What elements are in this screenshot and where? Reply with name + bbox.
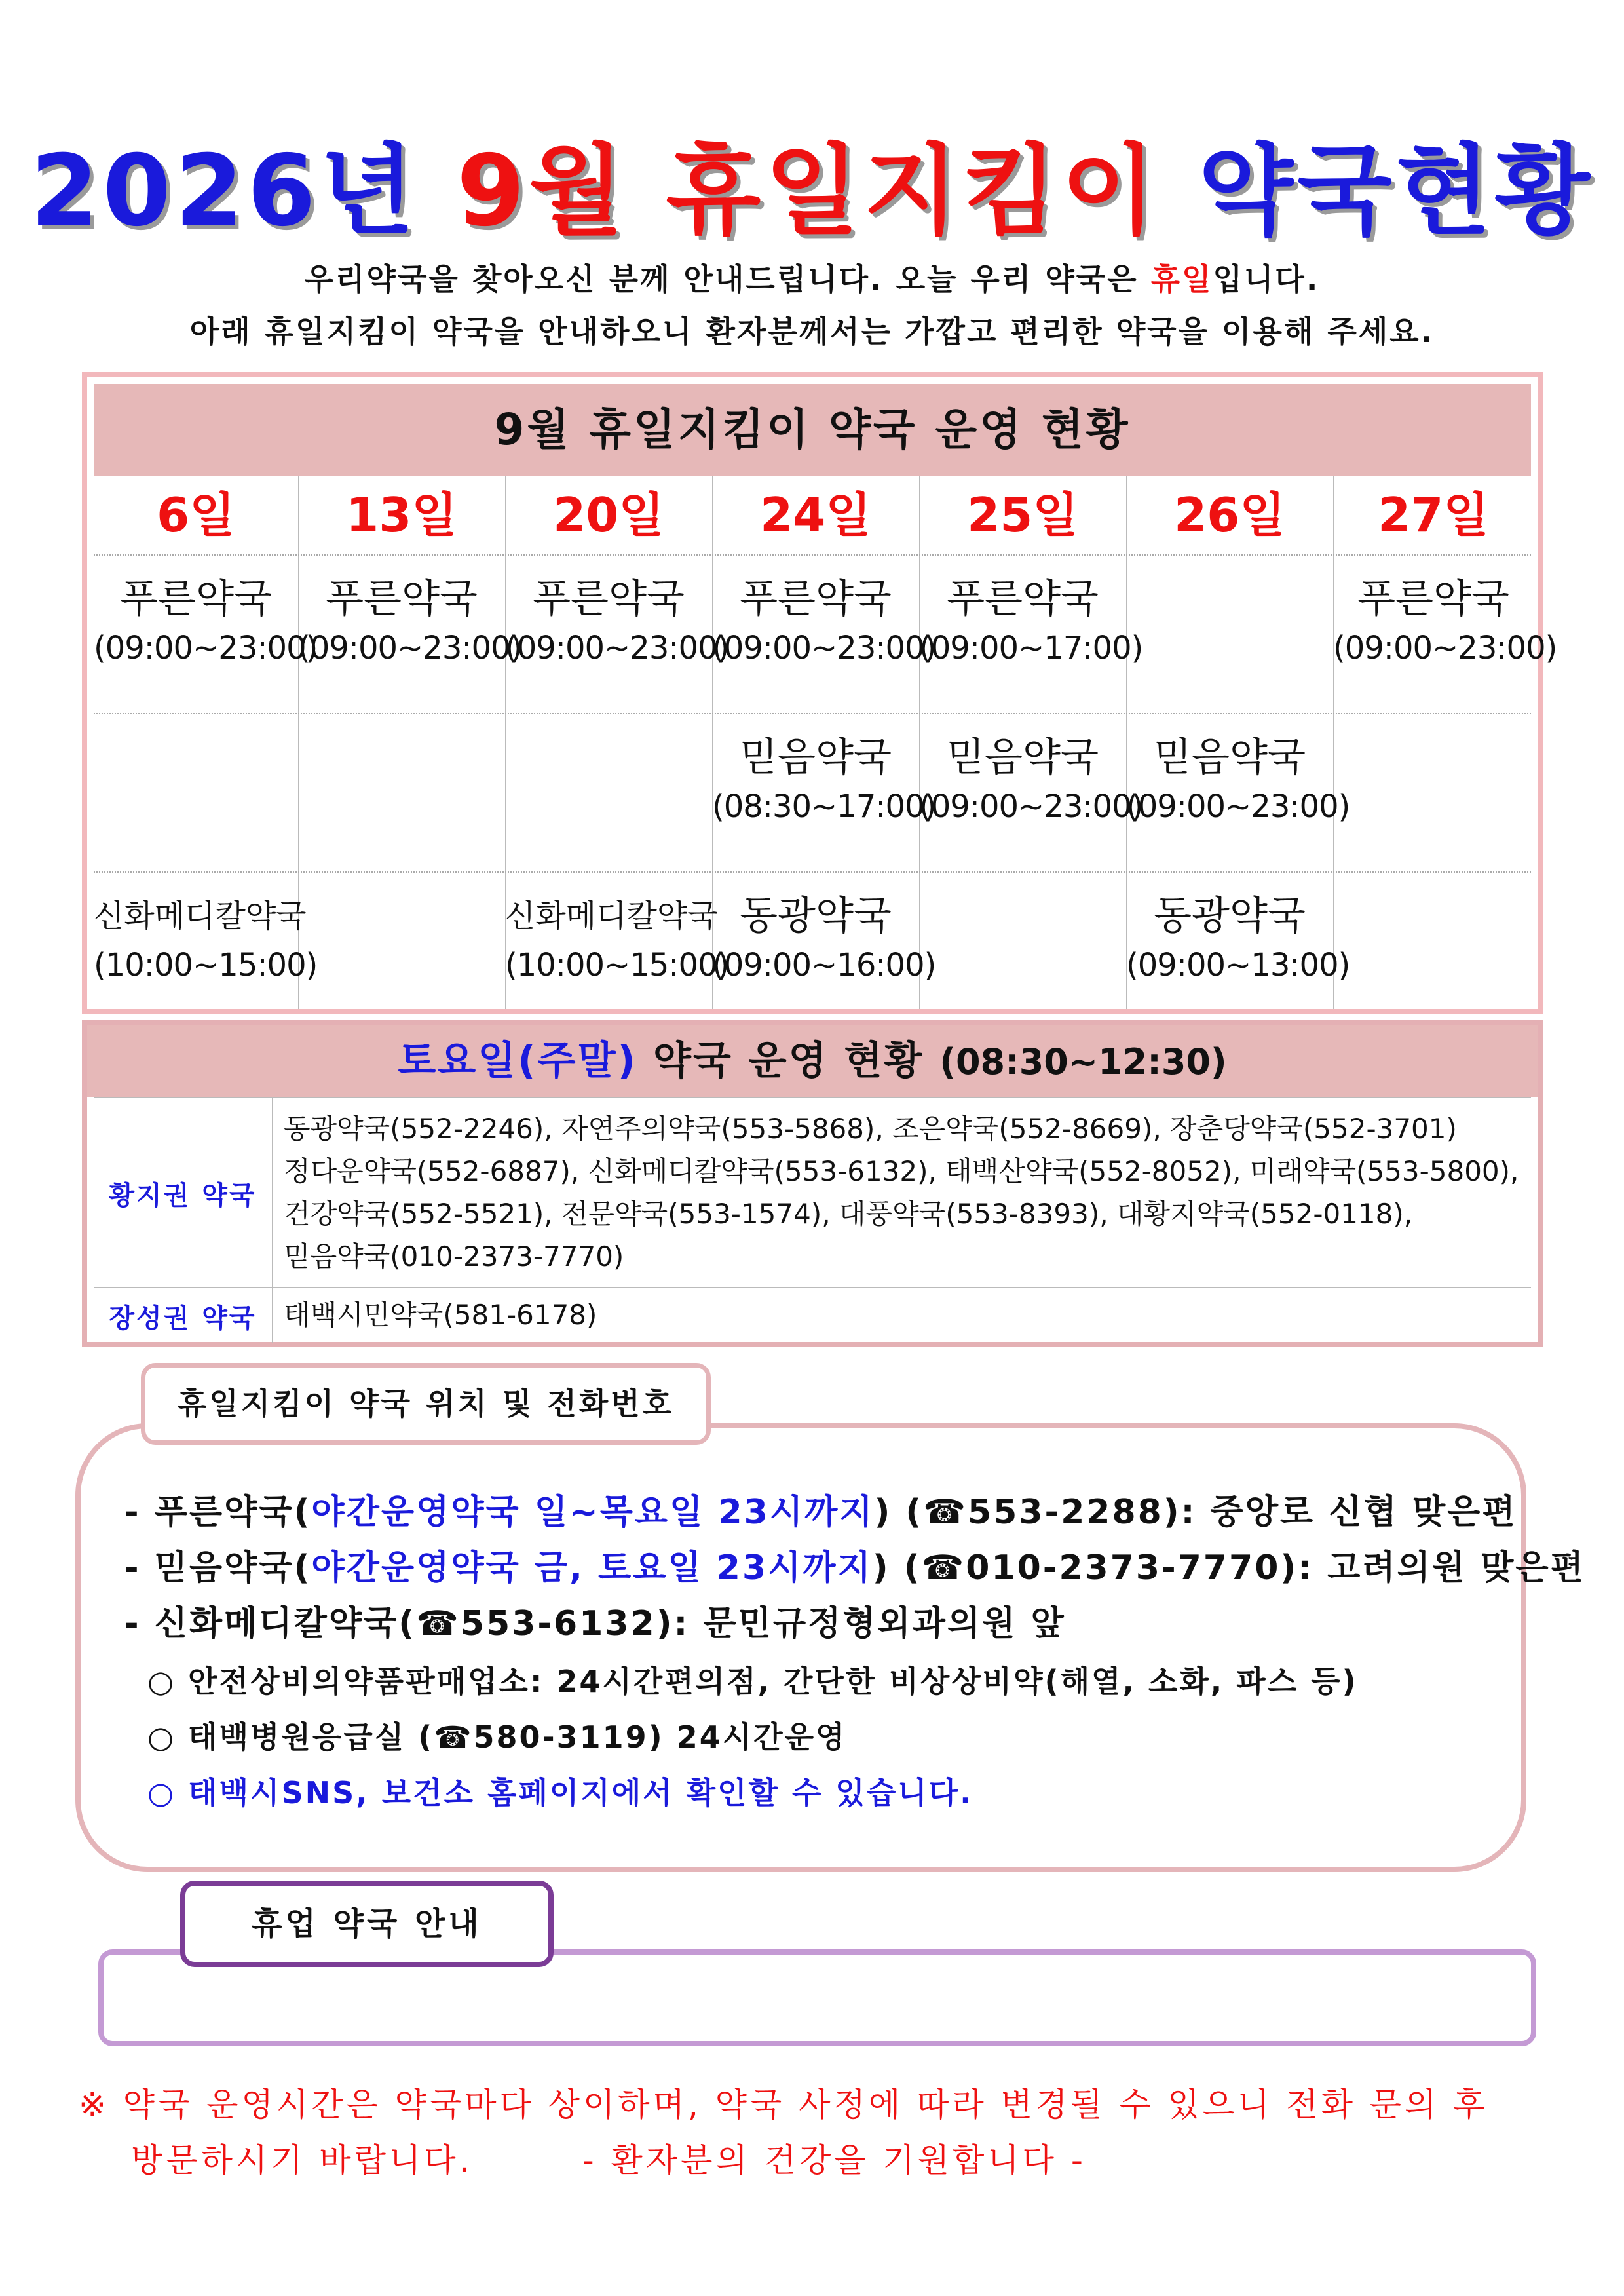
location-line-safe-medicine: ○ 안전상비의약품판매업소: 24시간편의점, 간단한 비상상비약(해열, 소화, 파스 등) bbox=[147, 1664, 1358, 1699]
region-pharmacy-list bbox=[284, 1107, 1524, 1278]
page-title bbox=[0, 111, 1624, 253]
schedule-table bbox=[82, 372, 1557, 1014]
intro-holiday-word: 휴일 bbox=[1150, 261, 1213, 297]
day-header: 26일 bbox=[1174, 488, 1285, 543]
pharmacy-list-line: 건강약국(552-5521), 전문약국(553-1574), 대풍약국(553-8393), 대황지약국(552-0118), bbox=[284, 1198, 1413, 1230]
pharmacy-list-line: 정다운약국(552-6887), 신화메디칼약국(553-6132), 태백산약국(552-8052), 미래약국(553-5800), bbox=[284, 1155, 1519, 1187]
pharmacy-name: 푸른약국 bbox=[1357, 576, 1509, 622]
loc-night-hours: 야간운영약국 일~목요일 23시까지 bbox=[311, 1493, 875, 1532]
saturday-heading-time: (08:30~12:30) bbox=[939, 1041, 1227, 1082]
location-line-mideum bbox=[124, 1540, 1585, 1589]
pharmacy-name: 푸른약국 bbox=[120, 576, 272, 622]
schedule-heading: 9월 휴일지킴이 약국 운영 현황 bbox=[94, 384, 1531, 476]
pharmacy-name: 동광약국 bbox=[740, 893, 892, 939]
saturday-heading-text: 약국 운영 현황 bbox=[637, 1038, 940, 1084]
pharmacy-name: 푸른약국 bbox=[326, 576, 478, 622]
pharmacy-cell bbox=[505, 890, 729, 988]
pharmacy-cell bbox=[1126, 731, 1350, 830]
location-line-hospital-er: ○ 태백병원응급실 (☎580-3119) 24시간운영 bbox=[147, 1719, 847, 1755]
loc-text: - 푸른약국( bbox=[124, 1493, 312, 1532]
region-label: 장성권 약국 bbox=[94, 1288, 273, 1343]
location-line-sns: ○ 태백시SNS, 보건소 홈페이지에서 확인할 수 있습니다. bbox=[147, 1775, 973, 1810]
day-header: 25일 bbox=[967, 488, 1078, 543]
title-month-label: 9월 휴일지킴이 bbox=[456, 134, 1160, 248]
saturday-heading-weekend: 토요일(주말) bbox=[398, 1038, 637, 1084]
pharmacy-hours: (10:00~15:00) bbox=[505, 947, 729, 984]
pharmacy-cell bbox=[712, 890, 936, 988]
day-header: 6일 bbox=[157, 488, 235, 543]
saturday-row-hwangji bbox=[94, 1097, 1531, 1288]
footer-note-line-2: 방문하시기 바랍니다. - 환자분의 건강을 기원합니다 - bbox=[131, 2141, 1086, 2179]
pharmacy-name: 푸른약국 bbox=[740, 576, 892, 622]
closed-pharmacy-tab: 휴업 약국 안내 bbox=[180, 1881, 554, 1967]
saturday-table bbox=[82, 1020, 1543, 1347]
pharmacy-name: 동광약국 bbox=[1154, 893, 1306, 939]
intro-line-2: 아래 휴일지킴이 약국을 안내하오니 환자분께서는 가깝고 편리한 약국을 이용해 주세요. bbox=[189, 314, 1435, 349]
location-tab: 휴일지킴이 약국 위치 및 전화번호 bbox=[141, 1363, 711, 1445]
region-label: 황지권 약국 bbox=[94, 1098, 273, 1288]
schedule-grid bbox=[94, 476, 1557, 1009]
row-divider bbox=[94, 554, 1531, 556]
day-header: 24일 bbox=[760, 488, 871, 543]
pharmacy-hours: (10:00~15:00) bbox=[94, 947, 318, 984]
column-divider bbox=[1333, 476, 1334, 1009]
location-line-sinhwa: - 신화메디칼약국(☎553-6132): 문민규정형외과의원 앞 bbox=[124, 1604, 1066, 1643]
region-pharmacy-list bbox=[284, 1293, 1524, 1336]
pharmacy-list-line: 태백시민약국(581-6178) bbox=[284, 1299, 597, 1331]
loc-text: ) (☎010-2373-7770): 고려의원 맞은편 bbox=[872, 1548, 1585, 1588]
saturday-heading bbox=[87, 1025, 1538, 1097]
pharmacy-hours: (09:00~23:00) bbox=[919, 788, 1143, 825]
day-header: 20일 bbox=[553, 488, 664, 543]
pharmacy-hours: (09:00~23:00) bbox=[1333, 630, 1557, 666]
pharmacy-hours: (09:00~17:00) bbox=[919, 630, 1143, 666]
intro-line-1 bbox=[0, 256, 1624, 299]
intro-text-a: 우리약국을 찾아오신 분께 안내드립니다. 오늘 우리 약국은 bbox=[304, 261, 1151, 297]
pharmacy-hours: (09:00~23:00) bbox=[712, 630, 936, 666]
pharmacy-name: 푸른약국 bbox=[533, 576, 685, 622]
pharmacy-cell bbox=[712, 573, 936, 671]
location-line-pureun bbox=[124, 1484, 1517, 1533]
pharmacy-cell bbox=[298, 573, 522, 671]
title-year: 2026년 bbox=[30, 134, 419, 248]
saturday-row-jangseong bbox=[94, 1287, 1531, 1343]
pharmacy-cell bbox=[712, 731, 936, 830]
pharmacy-hours: (09:00~23:00) bbox=[1126, 788, 1350, 825]
day-header: 27일 bbox=[1378, 488, 1489, 543]
row-divider bbox=[94, 871, 1531, 873]
title-status: 약국현황 bbox=[1198, 134, 1594, 248]
day-header: 13일 bbox=[346, 488, 457, 543]
pharmacy-hours: (09:00~23:00) bbox=[505, 630, 729, 666]
pharmacy-cell bbox=[505, 573, 729, 671]
footer-note bbox=[79, 2077, 1553, 2189]
pharmacy-cell bbox=[94, 573, 318, 671]
row-divider bbox=[94, 713, 1531, 714]
loc-night-hours: 야간운영약국 금, 토요일 23시까지 bbox=[311, 1548, 873, 1588]
pharmacy-cell bbox=[1126, 890, 1350, 988]
pharmacy-hours: (09:00~16:00) bbox=[712, 947, 936, 984]
pharmacy-cell bbox=[1333, 573, 1557, 671]
pharmacy-name: 푸른약국 bbox=[947, 576, 1099, 622]
pharmacy-hours: (09:00~23:00) bbox=[298, 630, 522, 666]
pharmacy-cell bbox=[919, 731, 1143, 830]
pharmacy-name: 믿음약국 bbox=[947, 735, 1099, 780]
pharmacy-hours: (09:00~23:00) bbox=[94, 630, 318, 666]
pharmacy-hours: (08:30~17:00) bbox=[712, 788, 936, 825]
pharmacy-list-line: 믿음약국(010-2373-7770) bbox=[284, 1240, 624, 1272]
pharmacy-name: 신화메디칼약국 bbox=[94, 898, 307, 934]
pharmacy-name: 믿음약국 bbox=[740, 735, 892, 780]
pharmacy-list-line: 동광약국(552-2246), 자연주의약국(553-5868), 조은약국(552-8669), 장춘당약국(552-3701) bbox=[284, 1113, 1457, 1145]
pharmacy-cell bbox=[94, 890, 318, 988]
pharmacy-name: 신화메디칼약국 bbox=[505, 898, 718, 934]
intro-text-b: 입니다. bbox=[1213, 261, 1320, 297]
loc-text: - 믿음약국( bbox=[124, 1548, 312, 1588]
pharmacy-hours: (09:00~13:00) bbox=[1126, 947, 1350, 984]
loc-text: ) (☎553-2288): 중앙로 신협 맞은편 bbox=[874, 1493, 1517, 1532]
pharmacy-name: 믿음약국 bbox=[1154, 735, 1306, 780]
pharmacy-cell bbox=[919, 573, 1143, 671]
footer-note-line-1: ※ 약국 운영시간은 약국마다 상이하며, 약국 사정에 따라 변경될 수 있으니 전화 문의 후 bbox=[79, 2086, 1488, 2124]
